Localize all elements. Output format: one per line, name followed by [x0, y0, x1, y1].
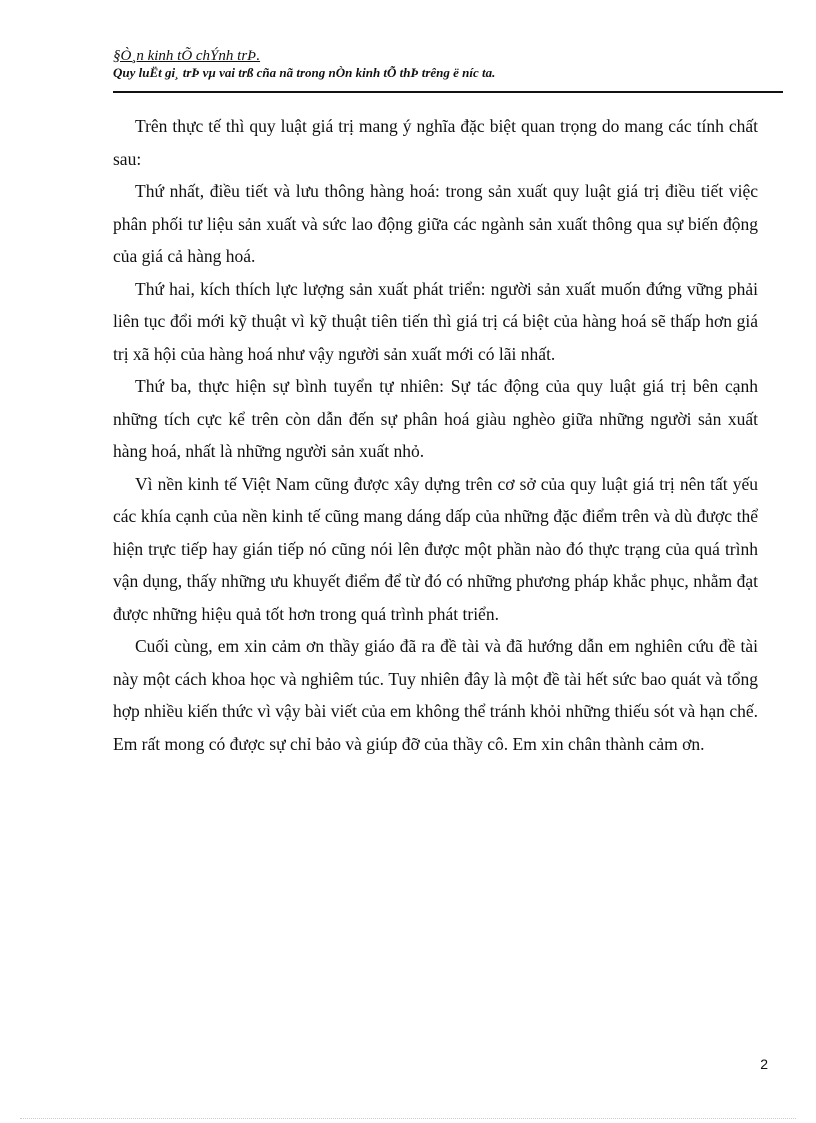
- document-body: [113, 110, 758, 760]
- page-bottom-edge: [20, 1118, 796, 1119]
- paragraph: Thứ hai, kích thích lực lượng sản xuất phát triển: người sản xuất muốn đứng vững phải liên tục đổi mới kỹ thuật vì kỹ thuật tiên tiến thì giá trị cá biệt của hàng hoá sẽ thấp hơn giá trị xã hội của hàng hoá như vậy người sản xuất mới có lãi nhất.: [113, 278, 758, 364]
- paragraph: Thứ nhất, điều tiết và lưu thông hàng hoá: trong sản xuất quy luật giá trị điều tiết việc phân phối tư liệu sản xuất và sức lao động giữa các ngành sản xuất thông qua sự biến động của giá cả hàng hoá.: [113, 181, 758, 266]
- header-title: §Ò¸n kinh tÕ chÝnh trÞ.: [113, 48, 261, 64]
- paragraph: Thứ ba, thực hiện sự bình tuyển tự nhiên: Sự tác động của quy luật giá trị bên cạnh những tích cực kể trên còn dẫn đến sự phân hoá giàu nghèo giữa những người sản xuất hàng hoá, nhất là những người sản xuất nhỏ.: [113, 376, 758, 461]
- paragraph: Vì nền kinh tế Việt Nam cũng được xây dựng trên cơ sở của quy luật giá trị nên tất yếu các khía cạnh của nền kinh tế cũng mang dáng dấp của những đặc điểm trên và dù được thể hiện trực tiếp hay gián tiếp nó cũng nói lên được một phần nào đó thực trạng của quá trình vận dụng, thấy những ưu khuyết điểm để từ đó có những phương pháp khắc phục, nhằm đạt được những hiệu quả tốt hơn trong quá trình phát triển.: [113, 473, 758, 624]
- header-subtitle: Quy luËt gi¸ trÞ vµ vai trß cña nã trong nÒn kinh tÕ thÞ trêng ë níc ta.: [113, 65, 496, 80]
- paragraph: Cuối cùng, em xin cảm ơn thầy giáo đã ra đề tài và đã hướng dẫn em nghiên cứu đề tài này một cách khoa học và nghiêm túc. Tuy nhiên đây là một đề tài hết sức bao quát và tổng hợp nhiều kiến thức vì vậy bài viết của em không thể tránh khỏi những thiếu sót và hạn chế. Em rất mong có được sự chỉ bảo và giúp đỡ của thầy cô. Em xin chân thành cảm ơn.: [113, 636, 758, 754]
- page-number: 2: [760, 1056, 768, 1072]
- running-header: [113, 48, 783, 80]
- paragraph: Trên thực tế thì quy luật giá trị mang ý nghĩa đặc biệt quan trọng do mang các tính chất sau:: [113, 116, 758, 169]
- header-divider: [113, 91, 783, 93]
